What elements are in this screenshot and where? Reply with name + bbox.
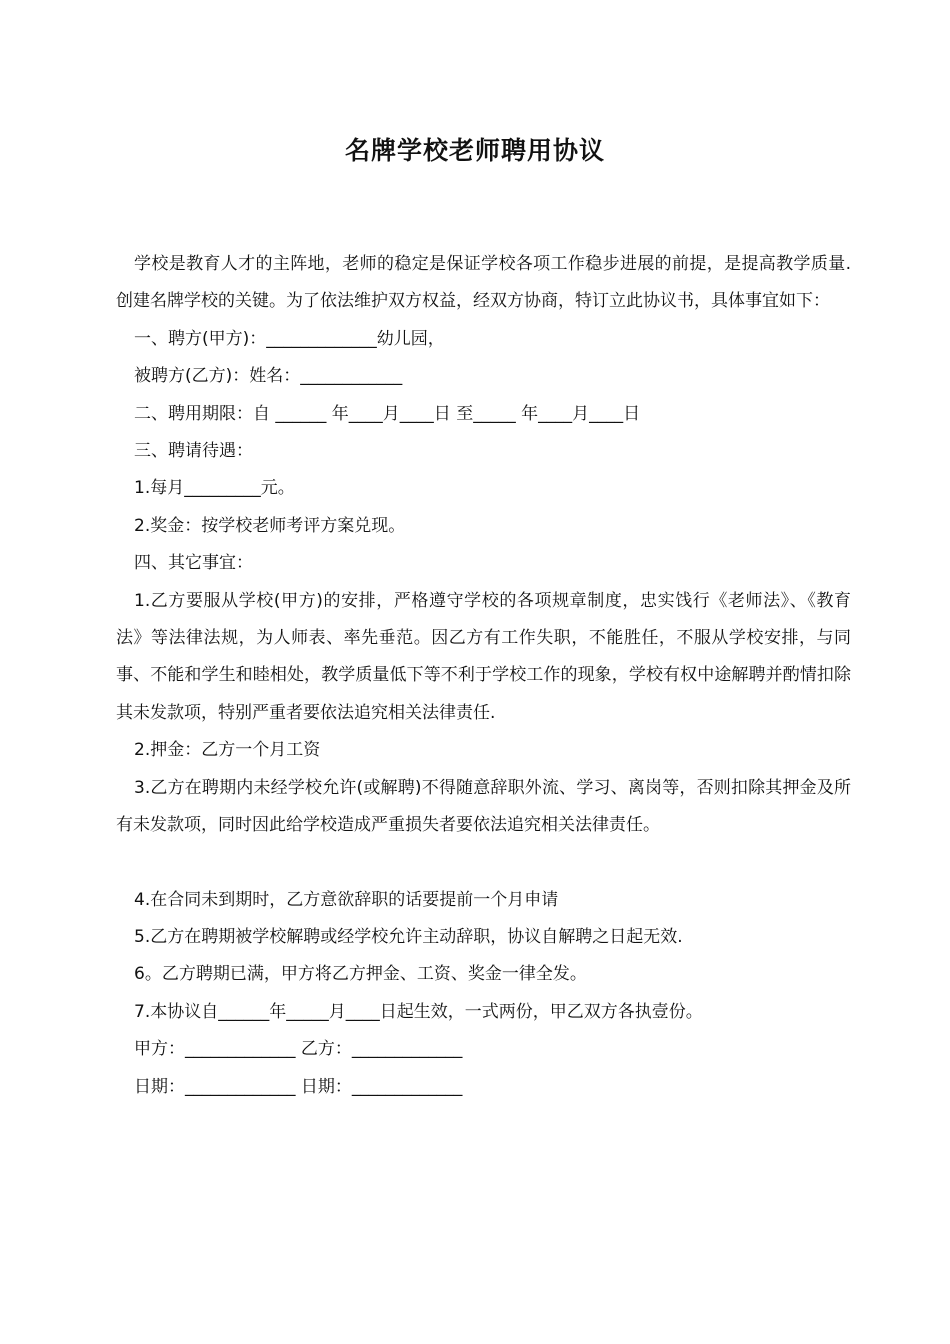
clause-treatment-heading: 三、聘请待遇： — [134, 441, 253, 462]
document-title: 名牌学校老师聘用协议 — [344, 136, 605, 165]
signature-line: 甲方：_____________ 乙方：_____________ — [134, 1039, 463, 1060]
clause-item-7: 7.本协议自______年_____月____日起生效，一式两份，甲乙双方各执壹份。 — [134, 1001, 703, 1022]
clause-party-b: 被聘方(乙方)：姓名：____________ — [134, 366, 403, 387]
clause-item-2: 2.押金：乙方一个月工资 — [134, 740, 321, 761]
clause-salary: 1.每月_________元。 — [134, 478, 295, 499]
clause-bonus: 2.奖金：按学校老师考评方案兑现。 — [134, 515, 406, 536]
clause-item-5: 5.乙方在聘期被学校解聘或经学校允许主动辞职，协议自解聘之日起无效. — [134, 926, 683, 947]
document-body — [116, 246, 851, 1106]
clause-party-a: 一、聘方(甲方)：_____________幼儿园， — [134, 328, 445, 349]
clause-term: 二、聘用期限：自 ______ 年____月____日 至_____ 年____月____日 — [134, 403, 641, 424]
clause-item-1: 1.乙方要服从学校(甲方)的安排，严格遵守学校的各项规章制度，忠实饯行《老师法》、《教育法》等法律法规，为人师表、率先垂范。因乙方有工作失职，不能胜任，不服从学校安排，与同事、不能和学生和睦相处，教学质量低下等不利于学校工作的现象，学校有权中途解聘并酌情扣除其未发款项，特别严重者要依法追究相关法律责任. — [116, 590, 851, 723]
clause-item-3: 3.乙方在聘期内未经学校允许(或解聘)不得随意辞职外流、学习、离岗等，否则扣除其押金及所有未发款项，同时因此给学校造成严重损失者要依法追究相关法律责任。 — [116, 777, 851, 836]
clause-item-6: 6。乙方聘期已满，甲方将乙方押金、工资、奖金一律全发。 — [134, 964, 587, 985]
clause-other-heading: 四、其它事宜： — [134, 553, 253, 574]
intro-paragraph: 学校是教育人才的主阵地，老师的稳定是保证学校各项工作稳步进展的前提，是提高教学质量.创建名牌学校的关键。为了依法维护双方权益，经双方协商，特订立此协议书，具体事宜如下： — [116, 254, 851, 312]
date-line: 日期：_____________ 日期：_____________ — [134, 1076, 463, 1097]
clause-item-4: 4.在合同未到期时，乙方意欲辞职的话要提前一个月申请 — [134, 889, 559, 910]
